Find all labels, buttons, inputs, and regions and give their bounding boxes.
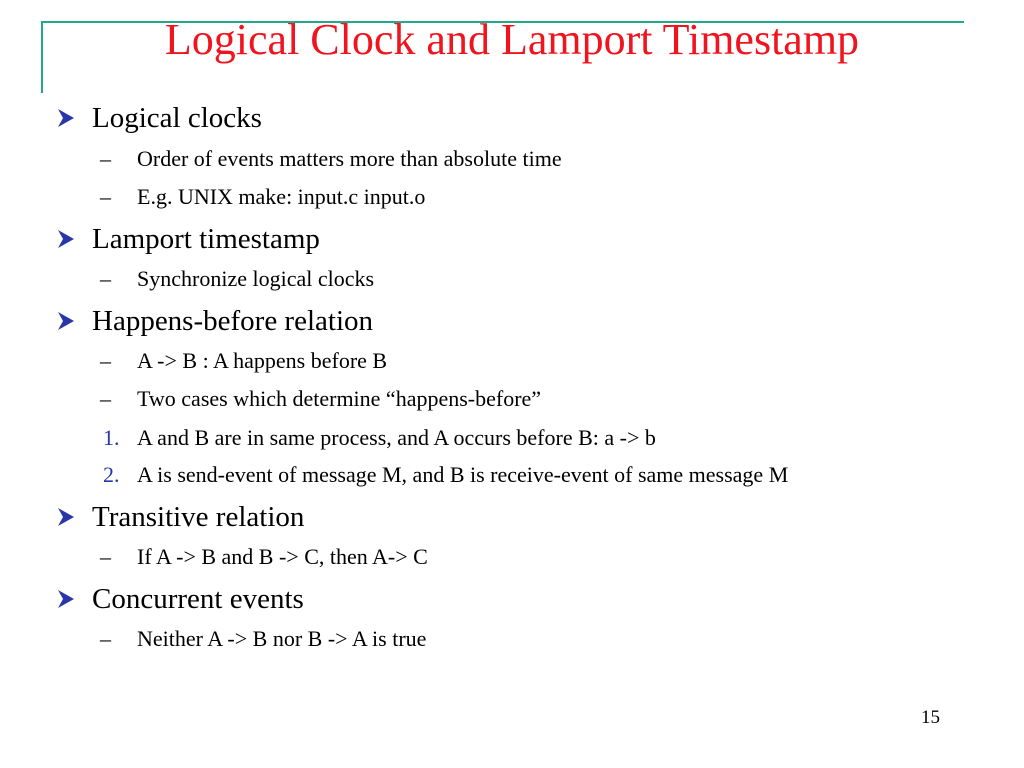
bullet-logical-clocks: Logical clocks — [92, 102, 262, 134]
bullet-concurrent-events: Concurrent events — [92, 583, 304, 615]
sub-bullet-unix-make: E.g. UNIX make: input.c input.o — [137, 184, 426, 209]
number-marker: 1. — [103, 425, 120, 450]
number-marker: 2. — [103, 462, 120, 487]
dash-marker: – — [100, 184, 111, 209]
arrow-bullet-icon — [56, 310, 78, 332]
sub-bullet-synchronize: Synchronize logical clocks — [137, 266, 375, 291]
dash-marker: – — [100, 626, 111, 651]
sub-bullet-transitive-example: If A -> B and B -> C, then A-> C — [137, 544, 428, 569]
dash-marker: – — [100, 266, 111, 291]
arrow-bullet-icon — [56, 107, 78, 129]
sub-bullet-order-of-events: Order of events matters more than absolute time — [137, 146, 562, 171]
dash-marker: – — [100, 348, 111, 373]
bullet-happens-before: Happens-before relation — [92, 305, 374, 337]
sub-bullet-case-send-receive: A is send-event of message M, and B is receive-event of same message M — [137, 462, 789, 487]
bullet-lamport-timestamp: Lamport timestamp — [92, 223, 320, 255]
dash-marker: – — [100, 544, 111, 569]
sub-bullet-neither-true: Neither A -> B nor B -> A is true — [137, 626, 427, 651]
sub-bullet-case-same-process: A and B are in same process, and A occurs before B: a -> b — [137, 425, 656, 450]
dash-marker: – — [100, 386, 111, 411]
arrow-bullet-icon — [56, 506, 78, 528]
slide-title: Logical Clock and Lamport Timestamp — [164, 15, 860, 64]
dash-marker: – — [100, 146, 111, 171]
sub-bullet-two-cases: Two cases which determine “happens-before” — [137, 386, 542, 411]
bullet-transitive-relation: Transitive relation — [92, 501, 305, 533]
page-number: 15 — [921, 707, 940, 728]
arrow-bullet-icon — [56, 228, 78, 250]
sub-bullet-a-happens-before-b: A -> B : A happens before B — [137, 348, 388, 373]
arrow-bullet-icon — [56, 588, 78, 610]
